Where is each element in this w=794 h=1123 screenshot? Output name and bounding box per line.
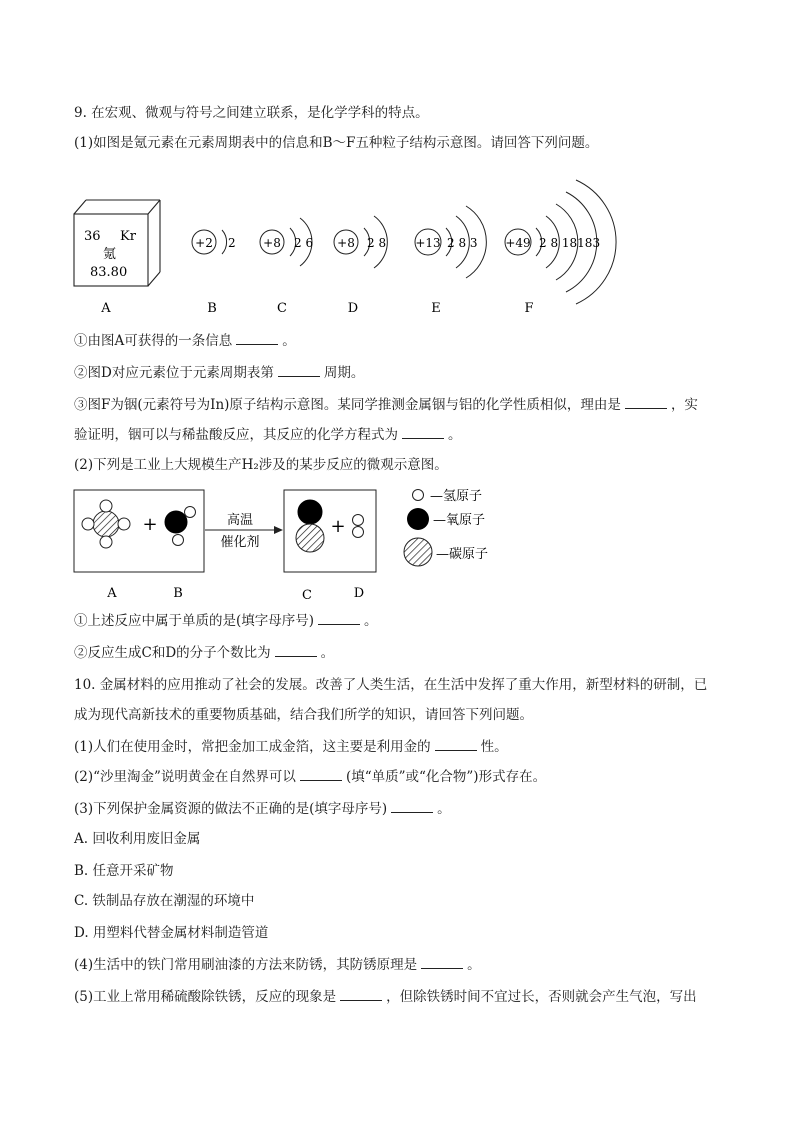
fig1-label-b: B xyxy=(207,301,217,316)
answer-blank[interactable] xyxy=(421,956,463,969)
fig2-label-b: B xyxy=(173,586,183,601)
svg-text:+13: +13 xyxy=(415,236,441,250)
q10-part2: (2)“沙里淘金”说明黄金在自然界可以 (填“单质”或“化合物”)形式存在。 xyxy=(74,769,547,785)
q10-part4: (4)生活中的铁门常用刷油漆的方法来防锈，其防锈原理是 。 xyxy=(74,957,481,973)
atomic-structure-figure xyxy=(0,170,794,320)
answer-blank[interactable] xyxy=(275,644,317,657)
atom-f xyxy=(505,180,616,304)
answer-blank[interactable] xyxy=(340,988,382,1001)
q9-stem: 9. 在宏观、微观与符号之间建立联系，是化学学科的特点。 xyxy=(74,105,429,121)
reaction-diagram xyxy=(0,482,794,607)
svg-text:2 6: 2 6 xyxy=(294,236,314,250)
reactants-box xyxy=(74,490,204,572)
atom-b xyxy=(192,230,236,254)
atom-c xyxy=(260,218,313,266)
fig1-label-c: C xyxy=(277,301,287,316)
svg-text:—碳原子: —碳原子 xyxy=(436,547,489,562)
q9-sub1c-line1: ③图F为铟(元素符号为In)原子结构示意图。某同学推测金属铟与铝的化学性质相似，理由是 ，实 xyxy=(74,397,698,413)
molecule-a xyxy=(82,500,130,548)
fig2-label-c: C xyxy=(302,588,312,603)
svg-text:+49: +49 xyxy=(505,236,531,250)
q9-sub1c-line2: 验证明，铟可以与稀盐酸反应，其反应的化学方程式为 。 xyxy=(74,427,462,443)
answer-blank[interactable] xyxy=(236,332,278,345)
element-name: 氪 xyxy=(103,247,117,262)
legend xyxy=(404,489,488,566)
q10-stem-line1: 10. 金属材料的应用推动了社会的发展。改善了人类生活，在生活中发挥了重大作用，新型材料的研制，已 xyxy=(74,677,708,693)
svg-text:+2: +2 xyxy=(195,236,213,250)
condition-high-temp: 高温 xyxy=(226,513,254,528)
q9-part2-text: (2)下列是工业上大规模生产H₂涉及的某步反应的微观示意图。 xyxy=(74,457,448,473)
q9-sub1b: ②图D对应元素位于元素周期表第 周期。 xyxy=(74,365,365,381)
q10-option-c: C. 铁制品存放在潮湿的环境中 xyxy=(74,893,255,909)
answer-blank[interactable] xyxy=(435,738,477,751)
q10-stem-line2: 成为现代高新技术的重要物质基础，结合我们所学的知识，请回答下列问题。 xyxy=(74,707,533,723)
fig1-label-e: E xyxy=(431,301,441,316)
molecule-b xyxy=(165,507,196,546)
fig1-label-a: A xyxy=(101,301,111,316)
q10-option-d: D. 用塑料代替金属材料制造管道 xyxy=(74,925,269,941)
q10-part3: (3)下列保护金属资源的做法不正确的是(填字母序号) 。 xyxy=(74,801,451,817)
svg-text:+8: +8 xyxy=(337,236,355,250)
plus-sign: + xyxy=(142,514,158,535)
q9-part1-text: (1)如图是氪元素在元素周期表中的信息和B～F五种粒子结构示意图。请回答下列问题。 xyxy=(74,135,599,151)
element-number: 36 xyxy=(84,229,101,244)
answer-blank[interactable] xyxy=(391,800,433,813)
molecule-c xyxy=(296,500,324,552)
q9-sub2a: ①上述反应中属于单质的是(填字母序号) 。 xyxy=(74,613,378,629)
answer-blank[interactable] xyxy=(402,426,444,439)
element-mass: 83.80 xyxy=(90,265,128,280)
q9-sub2b: ②反应生成C和D的分子个数比为 。 xyxy=(74,645,335,661)
plus-sign-2: + xyxy=(330,516,346,537)
svg-text:2 8 3: 2 8 3 xyxy=(447,236,478,250)
answer-blank[interactable] xyxy=(318,612,360,625)
condition-catalyst: 催化剂 xyxy=(220,535,260,550)
fig2-label-a: A xyxy=(107,586,117,601)
svg-text:—氢原子: —氢原子 xyxy=(430,489,483,504)
svg-text:+8: +8 xyxy=(263,236,281,250)
svg-text:2 8 18183: 2 8 18183 xyxy=(539,236,601,250)
q9-sub1a: ①由图A可获得的一条信息 。 xyxy=(74,333,296,349)
atom-e xyxy=(415,206,486,278)
q10-part5: (5)工业上常用稀硫酸除铁锈，反应的现象是 ，但除铁锈时间不宜过长，否则就会产生气泡，写出 xyxy=(74,989,697,1005)
q10-option-a: A. 回收利用废旧金属 xyxy=(74,831,201,847)
answer-blank[interactable] xyxy=(300,768,342,781)
element-symbol: Kr xyxy=(120,229,136,244)
atom-d xyxy=(334,216,387,268)
q10-part1: (1)人们在使用金时，常把金加工成金箔，这主要是利用金的 性。 xyxy=(74,739,508,755)
svg-text:2: 2 xyxy=(228,236,236,250)
fig1-label-d: D xyxy=(347,301,359,316)
molecule-d xyxy=(353,515,364,538)
svg-text:2 8: 2 8 xyxy=(367,236,387,250)
answer-blank[interactable] xyxy=(278,364,320,377)
fig2-label-d: D xyxy=(353,586,365,601)
q10-option-b: B. 任意开采矿物 xyxy=(74,863,174,879)
svg-text:—氧原子: —氧原子 xyxy=(433,513,486,528)
answer-blank[interactable] xyxy=(625,396,667,409)
fig1-label-f: F xyxy=(524,301,534,316)
